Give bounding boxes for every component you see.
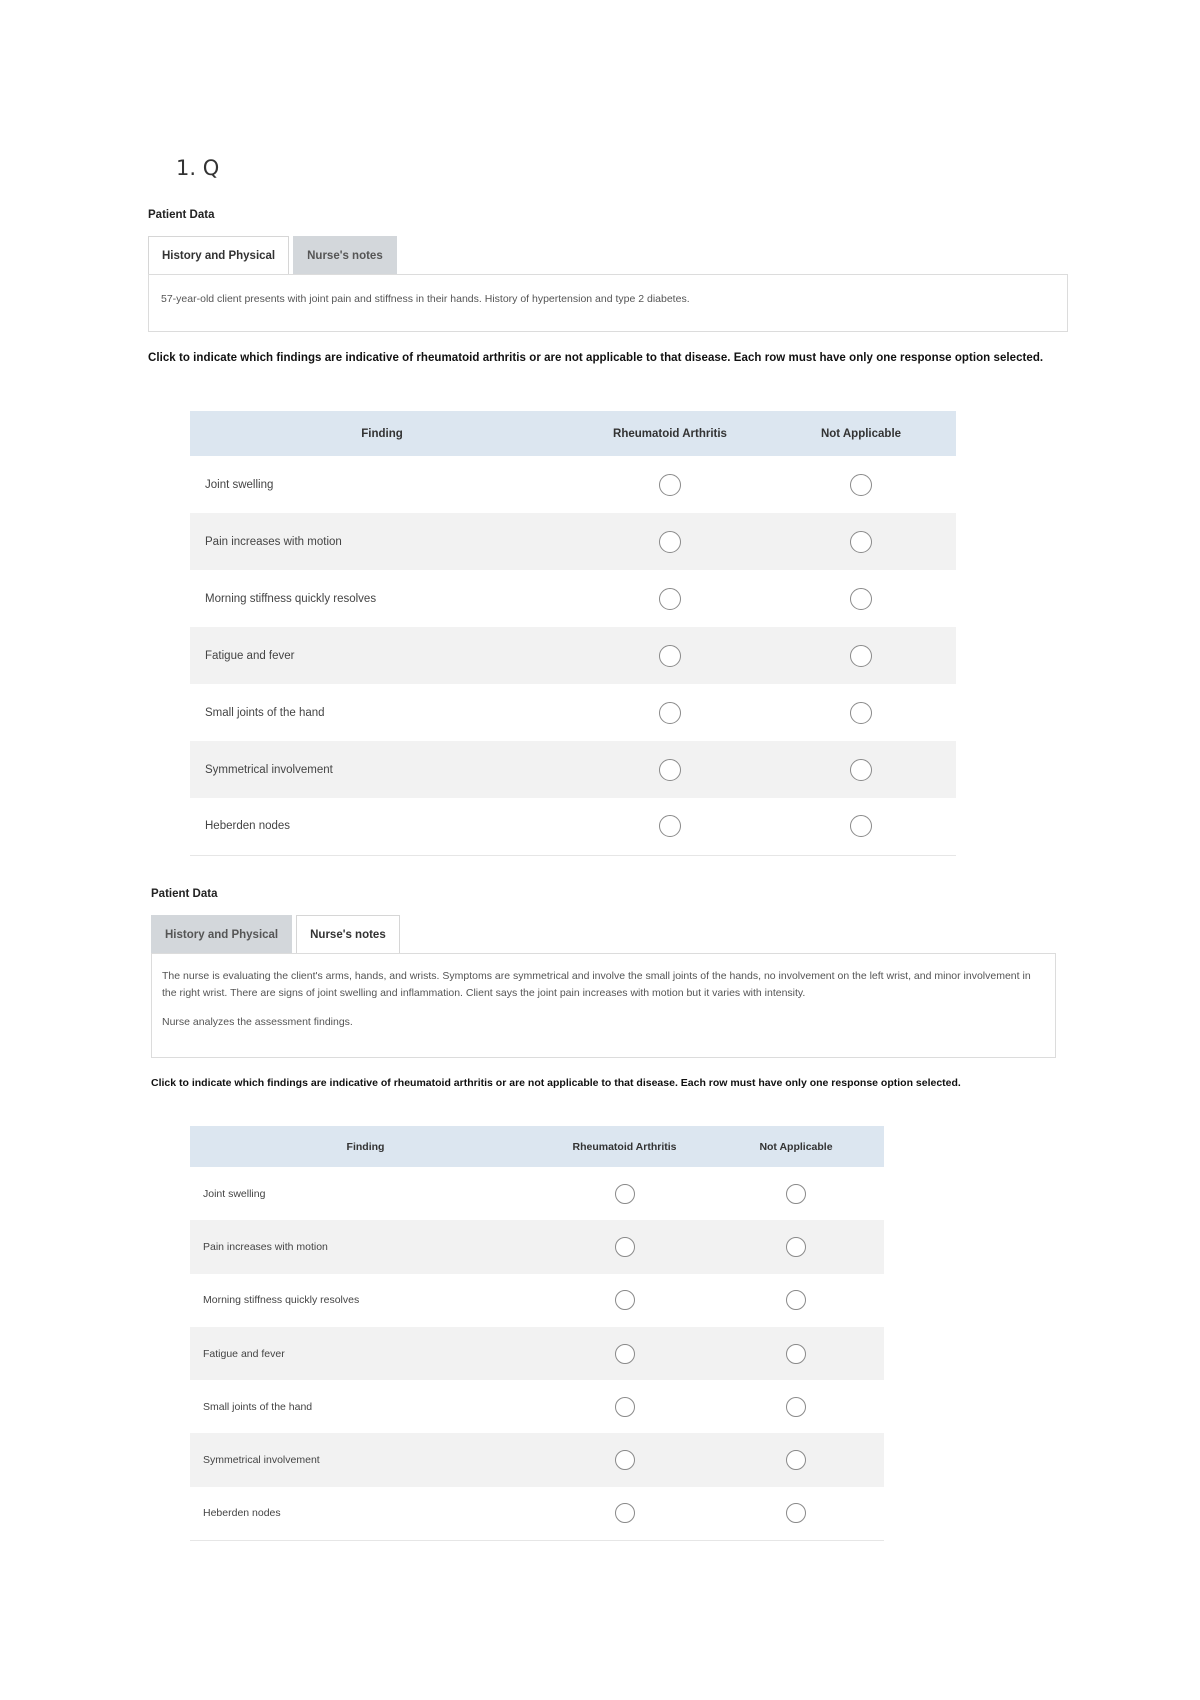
radio-not-applicable[interactable] xyxy=(786,1184,806,1204)
table-row xyxy=(190,1487,884,1540)
finding-label: Joint swelling xyxy=(203,1187,266,1200)
table-row xyxy=(190,1380,884,1433)
radio-not-applicable[interactable] xyxy=(850,531,872,553)
radio-not-applicable[interactable] xyxy=(786,1450,806,1470)
tab-nurses-notes[interactable]: Nurse's notes xyxy=(293,236,397,274)
radio-rheumatoid-arthritis[interactable] xyxy=(615,1344,635,1364)
finding-label: Small joints of the hand xyxy=(205,706,325,719)
column-header-finding: Finding xyxy=(190,1126,541,1167)
instruction-text: Click to indicate which findings are indicative of rheumatoid arthritis or are not applicable to that disease. Each row must have only one response option selected. xyxy=(151,1077,961,1089)
radio-rheumatoid-arthritis[interactable] xyxy=(615,1397,635,1417)
table-row xyxy=(190,741,956,798)
panel-text: The nurse is evaluating the client's arms, hands, and wrists. Symptoms are symmetrical and involve the small joints of the hands, no involvement on the left wrist, and minor involvement in the right wrist. There are signs of joint swelling and inflammation. Client says the joint pain increases with motion but it varies with intensity. xyxy=(162,970,1031,999)
radio-not-applicable[interactable] xyxy=(850,759,872,781)
radio-rheumatoid-arthritis[interactable] xyxy=(615,1184,635,1204)
radio-rheumatoid-arthritis[interactable] xyxy=(659,588,681,610)
column-header-not-applicable: Not Applicable xyxy=(766,411,956,456)
finding-label: Joint swelling xyxy=(205,478,274,491)
column-header-rheumatoid-arthritis: Rheumatoid Arthritis xyxy=(541,1126,708,1167)
radio-rheumatoid-arthritis[interactable] xyxy=(659,759,681,781)
patient-data-title: Patient Data xyxy=(148,209,215,221)
finding-label: Symmetrical involvement xyxy=(190,1433,541,1486)
radio-not-applicable[interactable] xyxy=(786,1397,806,1417)
tab-history-and-physical[interactable]: History and Physical xyxy=(148,236,289,274)
finding-label: Morning stiffness quickly resolves xyxy=(205,592,377,605)
finding-label: Symmetrical involvement xyxy=(190,741,574,798)
patient-data-title: Patient Data xyxy=(151,888,218,900)
patient-data-tabs xyxy=(151,915,1056,953)
column-header-finding: Finding xyxy=(190,411,574,456)
table-header-row xyxy=(190,1126,884,1167)
patient-data-tabs xyxy=(148,236,1068,274)
table-row xyxy=(190,513,956,570)
radio-rheumatoid-arthritis[interactable] xyxy=(659,815,681,837)
tab-history-and-physical[interactable]: History and Physical xyxy=(151,915,292,953)
instruction-text: Click to indicate which findings are indicative of rheumatoid arthritis or are not applicable to that disease. Each row must have only one response option selected. xyxy=(148,352,1044,364)
tab-nurses-notes[interactable]: Nurse's notes xyxy=(296,915,400,953)
tab-panel xyxy=(148,274,1068,332)
finding-label: Morning stiffness quickly resolves xyxy=(203,1294,360,1307)
radio-not-applicable[interactable] xyxy=(786,1290,806,1310)
radio-rheumatoid-arthritis[interactable] xyxy=(615,1503,635,1523)
tab-panel xyxy=(151,953,1056,1058)
radio-rheumatoid-arthritis[interactable] xyxy=(615,1290,635,1310)
panel-text: Nurse analyzes the assessment findings. xyxy=(162,1016,353,1028)
findings-table-2 xyxy=(190,1126,884,1541)
table-row xyxy=(190,1220,884,1273)
finding-label: Pain increases with motion xyxy=(190,1220,541,1273)
finding-label: Heberden nodes xyxy=(190,798,574,855)
table-row xyxy=(190,1433,884,1486)
radio-not-applicable[interactable] xyxy=(850,474,872,496)
radio-rheumatoid-arthritis[interactable] xyxy=(659,702,681,724)
radio-rheumatoid-arthritis[interactable] xyxy=(615,1237,635,1257)
radio-rheumatoid-arthritis[interactable] xyxy=(615,1450,635,1470)
table-row xyxy=(190,798,956,855)
question-number: 1. Q xyxy=(176,156,220,180)
finding-label: Small joints of the hand xyxy=(203,1400,313,1413)
radio-not-applicable[interactable] xyxy=(786,1237,806,1257)
table-row xyxy=(190,1327,884,1380)
radio-not-applicable[interactable] xyxy=(850,588,872,610)
finding-label: Pain increases with motion xyxy=(190,513,574,570)
radio-not-applicable[interactable] xyxy=(850,702,872,724)
finding-label: Heberden nodes xyxy=(190,1487,541,1540)
radio-rheumatoid-arthritis[interactable] xyxy=(659,531,681,553)
table-row xyxy=(190,627,956,684)
findings-table-1 xyxy=(190,411,956,856)
column-header-not-applicable: Not Applicable xyxy=(708,1126,884,1167)
finding-label: Fatigue and fever xyxy=(190,627,574,684)
radio-rheumatoid-arthritis[interactable] xyxy=(659,645,681,667)
radio-not-applicable[interactable] xyxy=(786,1344,806,1364)
table-row xyxy=(190,456,956,513)
table-row xyxy=(190,1274,884,1327)
panel-text: 57-year-old client presents with joint pain and stiffness in their hands. History of hypertension and type 2 diabetes. xyxy=(161,293,690,305)
radio-not-applicable[interactable] xyxy=(786,1503,806,1523)
patient-data-section-1 xyxy=(148,208,1068,364)
radio-rheumatoid-arthritis[interactable] xyxy=(659,474,681,496)
patient-data-section-2 xyxy=(151,887,1056,1089)
table-row xyxy=(190,684,956,741)
table-header-row xyxy=(190,411,956,456)
column-header-rheumatoid-arthritis: Rheumatoid Arthritis xyxy=(574,411,766,456)
table-row xyxy=(190,570,956,627)
radio-not-applicable[interactable] xyxy=(850,815,872,837)
radio-not-applicable[interactable] xyxy=(850,645,872,667)
finding-label: Fatigue and fever xyxy=(190,1327,541,1380)
table-row xyxy=(190,1167,884,1220)
